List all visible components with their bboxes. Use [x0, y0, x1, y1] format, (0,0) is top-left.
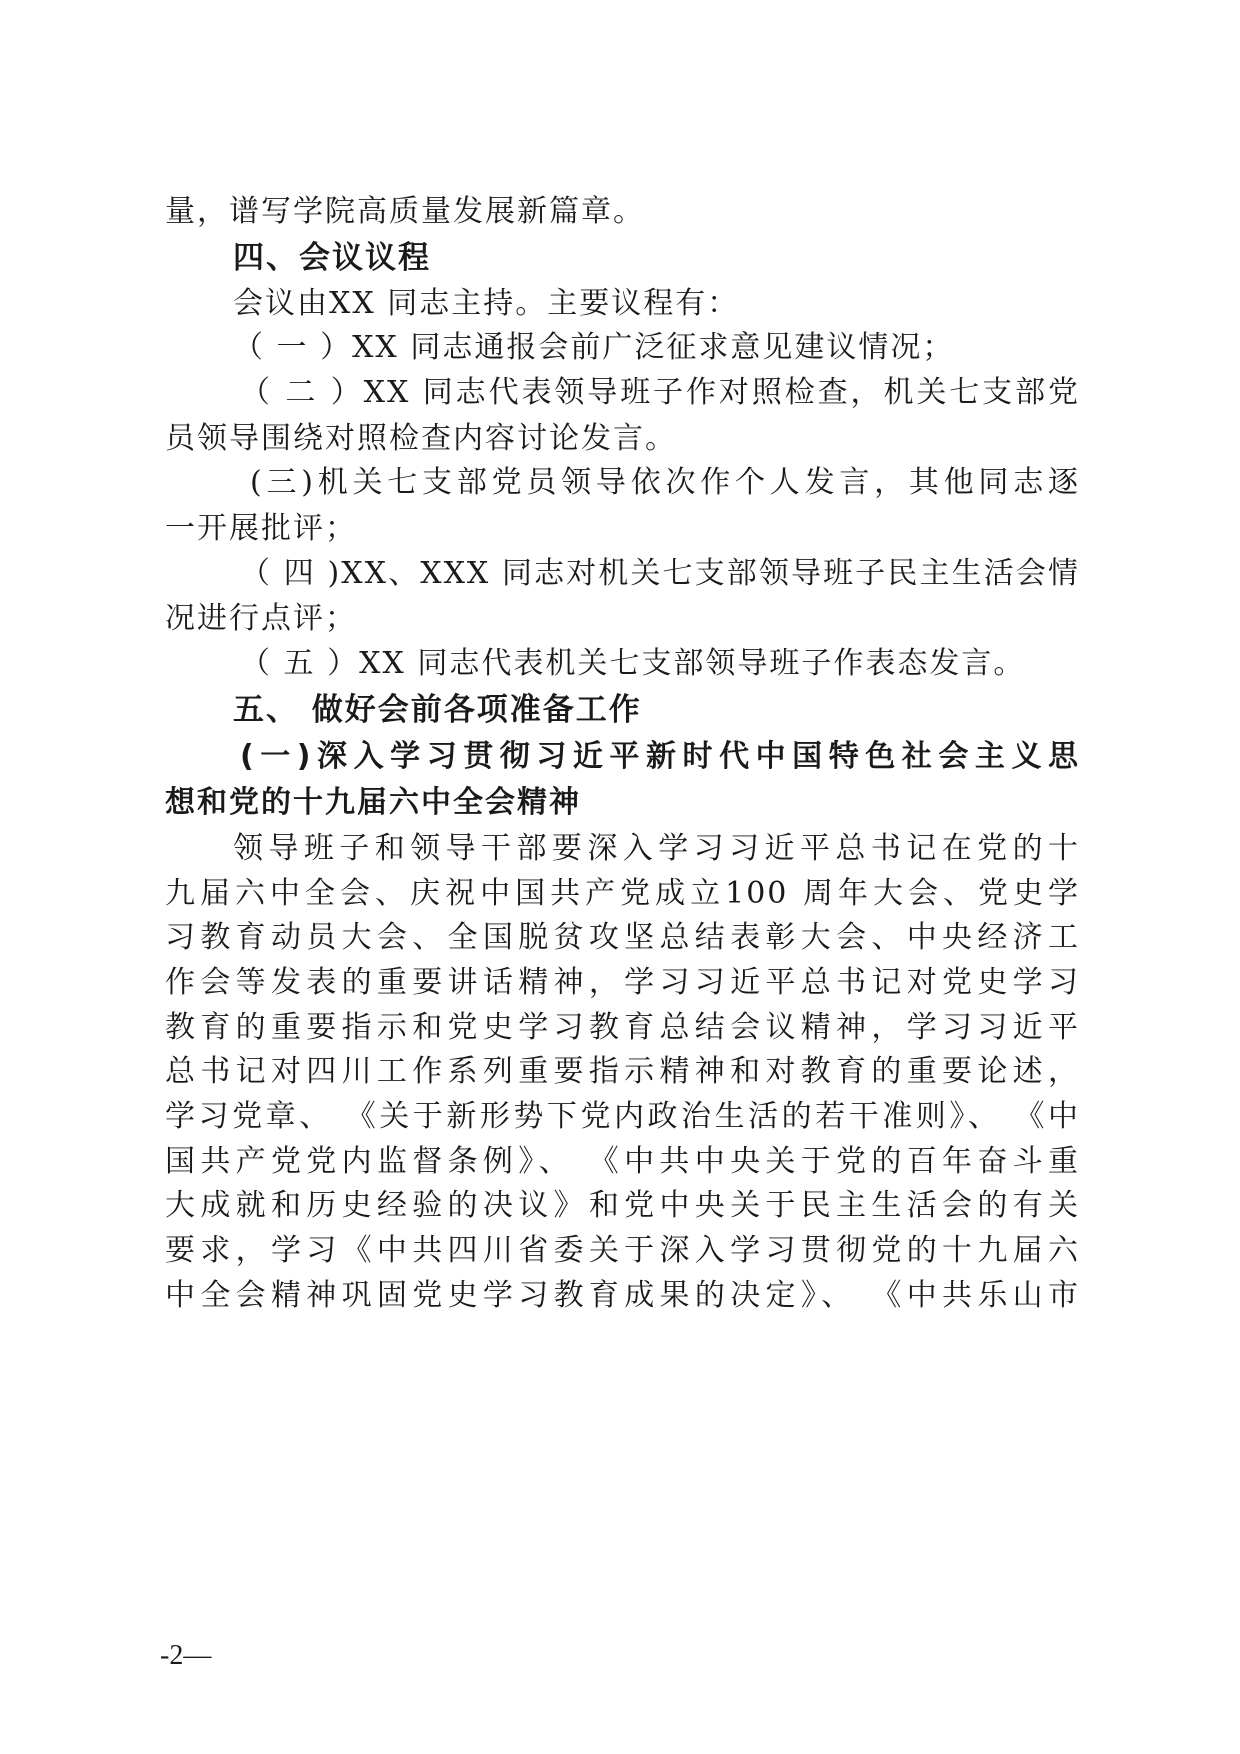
page-number: -2—: [160, 1640, 212, 1671]
paragraph-line: 教育的重要指示和党史学习教育总结会议精神，学习习近平: [165, 1010, 1080, 1045]
paragraph-line: 领导班子和领导干部要深入学习习近平总书记在党的十: [233, 831, 1080, 866]
paragraph-line: 习教育动员大会、全国脱贫攻坚总结表彰大会、中央经济工: [165, 920, 1080, 955]
paragraph-line: 大成就和历史经验的决议》和党中央关于民主生活会的有关: [165, 1188, 1080, 1223]
body-text-line: 员领导围绕对照检查内容讨论发言。: [165, 421, 677, 456]
agenda-item-5: （ 五 ）XX 同志代表机关七支部领导班子作表态发言。: [240, 646, 1026, 681]
paragraph-line: 要求，学习《中共四川省委关于深入学习贯彻党的十九届六: [165, 1233, 1080, 1268]
body-text-line: 会议由XX 同志主持。主要议程有：: [233, 286, 740, 321]
subsection-heading-1: (一)深入学习贯彻习近平新时代中国特色社会主义思: [240, 739, 1080, 774]
paragraph-line: 九届六中全会、庆祝中国共产党成立100 周年大会、党史学: [165, 876, 1080, 911]
body-text-line: 况进行点评；: [165, 601, 357, 636]
agenda-item-2: （ 二 ）XX 同志代表领导班子作对照检查，机关七支部党: [240, 375, 1080, 410]
body-text-line: 一开展批评；: [165, 511, 357, 546]
agenda-item-3: (三)机关七支部党员领导依次作个人发言，其他同志逐: [250, 465, 1080, 500]
paragraph-line: 学习党章、 《关于新形势下党内政治生活的若干准则》、 《中: [165, 1099, 1080, 1134]
paragraph-line: 国共产党党内监督条例》、 《中共中央关于党的百年奋斗重: [165, 1144, 1080, 1179]
section-heading-preparation: 五、 做好会前各项准备工作: [233, 692, 642, 728]
agenda-item-1: （ 一 ）XX 同志通报会前广泛征求意见建议情况；: [233, 330, 955, 365]
subsection-heading-1-cont: 想和党的十九届六中全会精神: [165, 785, 581, 820]
paragraph-line: 总书记对四川工作系列重要指示精神和对教育的重要论述，: [165, 1054, 1080, 1089]
paragraph-line: 作会等发表的重要讲话精神，学习习近平总书记对党史学习: [165, 965, 1080, 1000]
body-text-line: 量，谱写学院高质量发展新篇章。: [165, 194, 645, 229]
agenda-item-4: （ 四 )XX、XXX 同志对机关七支部领导班子民主生活会情: [240, 556, 1080, 591]
section-heading-agenda: 四、会议议程: [233, 240, 431, 276]
paragraph-line: 中全会精神巩固党史学习教育成果的决定》、 《中共乐山市: [165, 1278, 1080, 1313]
